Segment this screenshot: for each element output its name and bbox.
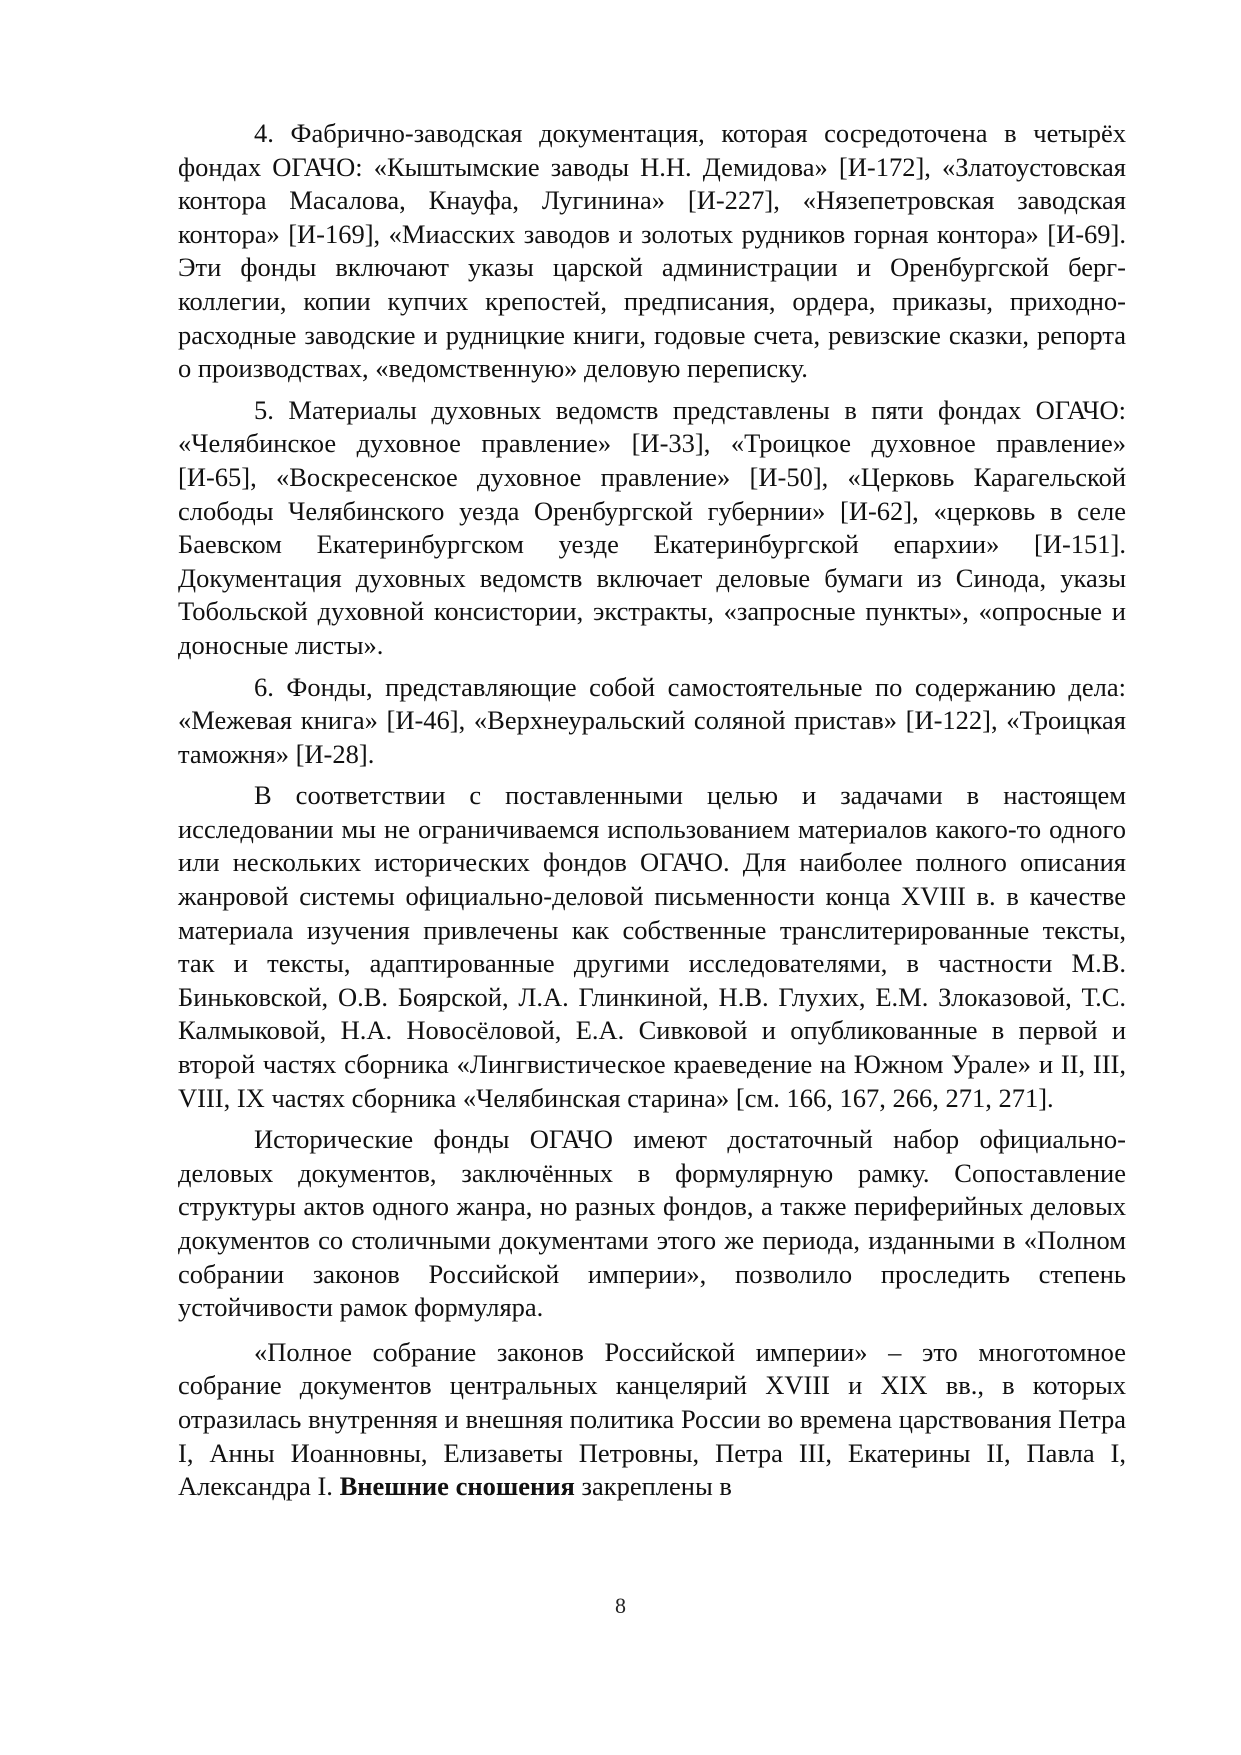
paragraph-text-end: закреплены в [574,1471,732,1502]
paragraph-complete-collection-of-laws [178,1336,1126,1504]
paragraph-text-start: «Полное собрание законов Российской империи» – это многотомное собрание документов центральных канцелярий XVIII и XIX вв., в которых отразилась внутренняя и внешняя политика России во времена царствования Петра I, Анны Иоанновны, Елизаветы Петровны, Петра III, Екатерины II, Павла I, Александра I. [178,1336,1126,1502]
document-page [178,117,1126,1504]
paragraph-church-materials: 5. Материалы духовных ведомств представлены в пяти фондах ОГАЧО: «Челябинское духовное правление» [И-33], «Троицкое духовное правление» [И-65], «Воскресенское духовное правление» [И-50], «Церковь Карагельской слободы Челябинского уезда Оренбургской губернии» [И-62], «церковь в селе Баевском Екатеринбургском уезде Екатеринбургской епархии» [И-151]. Документация духовных ведомств включает деловые бумаги из Синода, указы Тобольской духовной консистории, экстракты, «запросные пункты», «опросные и доносные листы». [178,394,1126,660]
paragraph-research-materials: В соответствии с поставленными целью и задачами в настоящем исследовании мы не ограничиваемся использованием материалов какого-то одного или нескольких исторических фондов ОГАЧО. Для наиболее полного описания жанровой системы официально-деловой письменности конца XVIII в. в качестве материала изучения привлечены как собственные транслитерированные тексты, так и тексты, адаптированные другими исследователями, в частности М.В. Биньковской, О.В. Боярской, Л.А. Глинкиной, Н.В. Глухих, Е.М. Злоказовой, Т.С. Калмыковой, Н.А. Новосёловой, Е.А. Сивковой и опубликованные в первой и второй частях сборника «Лингвистическое краеведение на Южном Урале» и II, III, VIII, IX частях сборника «Челябинская старина» [см. 166, 167, 266, 271, 271]. [178,780,1126,1113]
paragraph-independent-funds: 6. Фонды, представляющие собой самостоятельные по содержанию дела: «Межевая книга» [И-46], «Верхнеуральский соляной пристав» [И-122], «Троицкая таможня» [И-28]. [178,671,1126,769]
paragraph-factory-documentation: 4. Фабрично-заводская документация, которая сосредоточена в четырёх фондах ОГАЧО: «Кыштымские заводы Н.Н. Демидова» [И-172], «Златоустовская контора Масалова, Кнауфа, Лугинина» [И-227], «Нязепетровская заводская контора» [И-169], «Миасских заводов и золотых рудников горная контора» [И-69]. Эти фонды включают указы царской администрации и Оренбургской берг-коллегии, копии купчих крепостей, предписания, ордера, приказы, приходно-расходные заводские и рудницкие книги, годовые счета, ревизские сказки, репорта о производствах, «ведомственную» деловую переписку. [178,118,1126,384]
page-number: 8 [615,1593,626,1618]
paragraph-historical-funds: Исторические фонды ОГАЧО имеют достаточный набор официально-деловых документов, заключённых в формулярную рамку. Сопоставление структуры актов одного жанра, но разных фондов, а также периферийных деловых документов со столичными документами этого же периода, изданными в «Полном собрании законов Российской империи», позволило проследить степень устойчивости рамок формуляра. [178,1124,1126,1323]
bold-term: Внешние сношения [339,1471,575,1502]
